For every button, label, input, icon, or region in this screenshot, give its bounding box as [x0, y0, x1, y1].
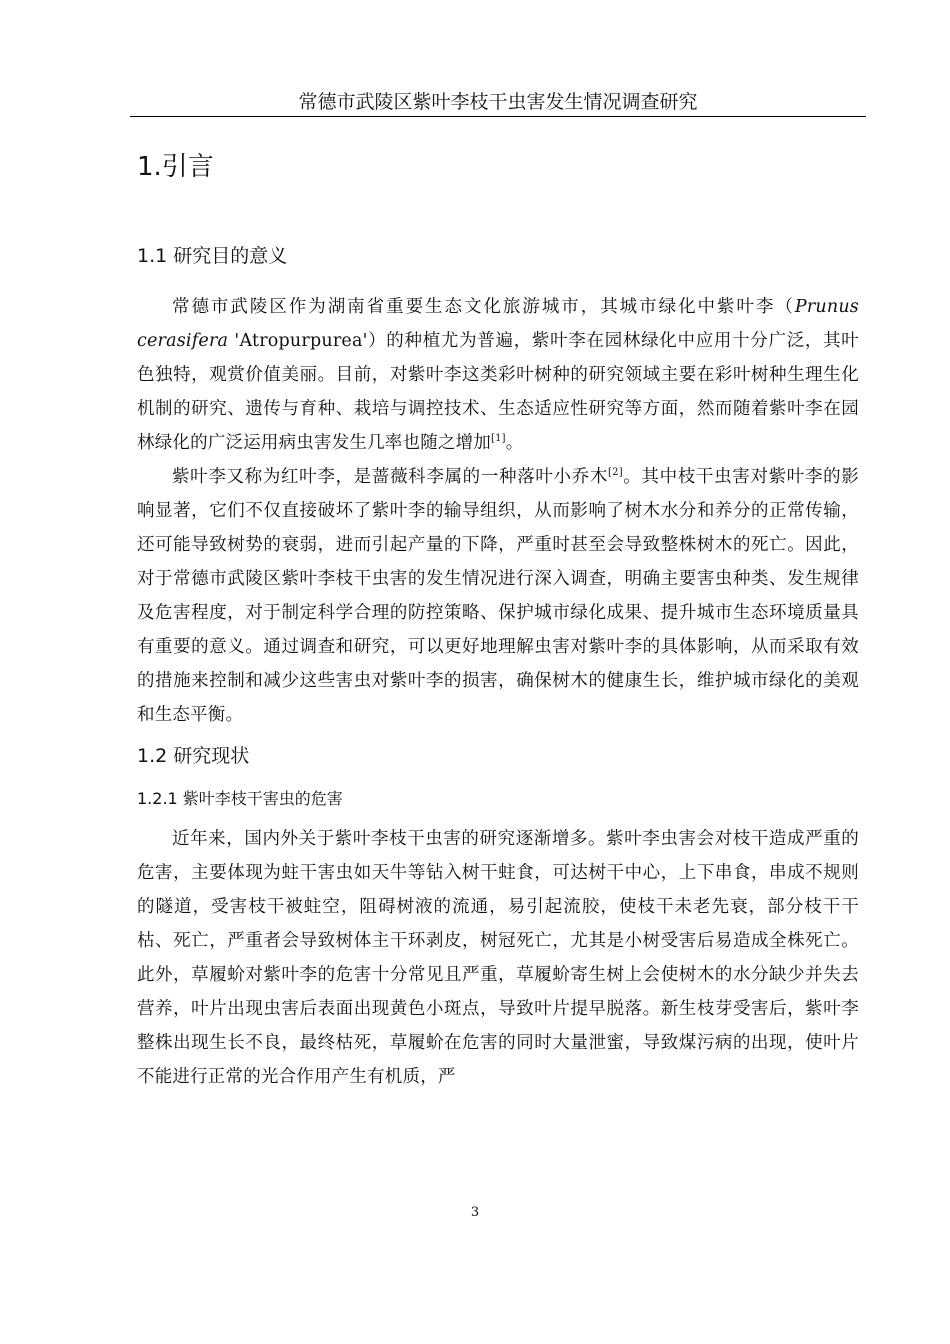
- running-header: 常德市武陵区紫叶李枝干虫害发生情况调查研究: [298, 91, 698, 113]
- cultivar-name: 'Atropurpurea': [228, 331, 368, 351]
- section-1-2-1-title: 1.2.1 紫叶李枝干害虫的危害: [137, 789, 343, 808]
- paragraph-text: 紫叶李又称为红叶李，是蔷薇科李属的一种落叶小乔木: [172, 467, 609, 487]
- citation-ref: [1]: [491, 433, 506, 445]
- paragraph-1-1-b: [137, 460, 859, 732]
- paragraph-text: 常德市武陵区作为湖南省重要生态文化旅游城市，其城市绿化中紫叶李（: [172, 297, 795, 317]
- section-1-2-title: 1.2 研究现状: [137, 745, 250, 767]
- latin-genus: Prunus: [794, 297, 859, 317]
- section-1-1-title: 1.1 研究目的意义: [137, 245, 288, 267]
- paragraph-text: 。其中枝干虫害对紫叶李的影响显著，它们不仅直接破坏了紫叶李的输导组织，从而影响了树木水分和养分的正常传输，还可能导致树势的衰弱，进而引起产量的下降，严重时甚至会导致整株树木的死亡。因此，对于常德市武陵区紫叶李枝干虫害的发生情况进行深入调查，明确主要害虫种类、发生规律及危害程度，对于制定科学合理的防控策略、保护城市绿化成果、提升城市生态环境质量具有重要的意义。通过调查和研究，可以更好地理解虫害对紫叶李的具体影响，从而采取有效的措施来控制和减少这些害虫对紫叶李的损害，确保树木的健康生长，维护城市绿化的美观和生态平衡。: [137, 467, 859, 725]
- header-rule: [130, 116, 866, 117]
- section-1-title: 1.引言: [137, 152, 214, 182]
- citation-ref: [2]: [608, 467, 623, 479]
- paragraph-1-2-1: 近年来，国内外关于紫叶李枝干虫害的研究逐渐增多。紫叶李虫害会对枝干造成严重的危害，主要体现为蛀干害虫如天牛等钻入树干蛀食，可达树干中心，上下串食，串成不规则的隧道，受害枝干被蛀空，阻碍树液的流通，易引起流胶，使枝干未老先衰，部分枝干干枯、死亡，严重者会导致树体主干环剥皮，树冠死亡，尤其是小树受害后易造成全株死亡。此外，草履蚧对紫叶李的危害十分常见且严重，草履蚧寄生树上会使树木的水分缺少并失去营养，叶片出现虫害后表面出现黄色小斑点，导致叶片提早脱落。新生枝芽受害后，紫叶李整株出现生长不良，最终枯死，草履蚧在危害的同时大量泄蜜，导致煤污病的出现，使叶片不能进行正常的光合作用产生有机质，严: [137, 829, 859, 1087]
- paragraph-1-1-a: 常德市武陵区作为湖南省重要生态文化旅游城市，其城市绿化中紫叶李（Prunus cerasifera 'Atropurpurea'）的种植尤为普遍，紫叶李在园林绿化中应用十分广泛，其叶色独特，观赏价值美丽。目前，对紫叶李这类彩叶树种的研究领域主要在彩叶树种生理生化机制的研究、遗传与育种、栽培与调控技术、生态适应性研究等方面，然而随着紫叶李在园林绿化的广泛运用病虫害发生几率也随之增加[1]。: [137, 297, 859, 453]
- paragraph-text: ）的种植尤为普遍，紫叶李在园林绿化中应用十分广泛，其叶色独特，观赏价值美丽。目前，对紫叶李这类彩叶树种的研究领域主要在彩叶树种生理生化机制的研究、遗传与育种、栽培与调控技术、生态适应性研究等方面，然而随着紫叶李在园林绿化的广泛运用病虫害发生几率也随之增加: [137, 331, 859, 453]
- page-body: [137, 140, 859, 1094]
- page-number: 3: [470, 1205, 480, 1220]
- latin-species: cerasifera: [137, 331, 229, 351]
